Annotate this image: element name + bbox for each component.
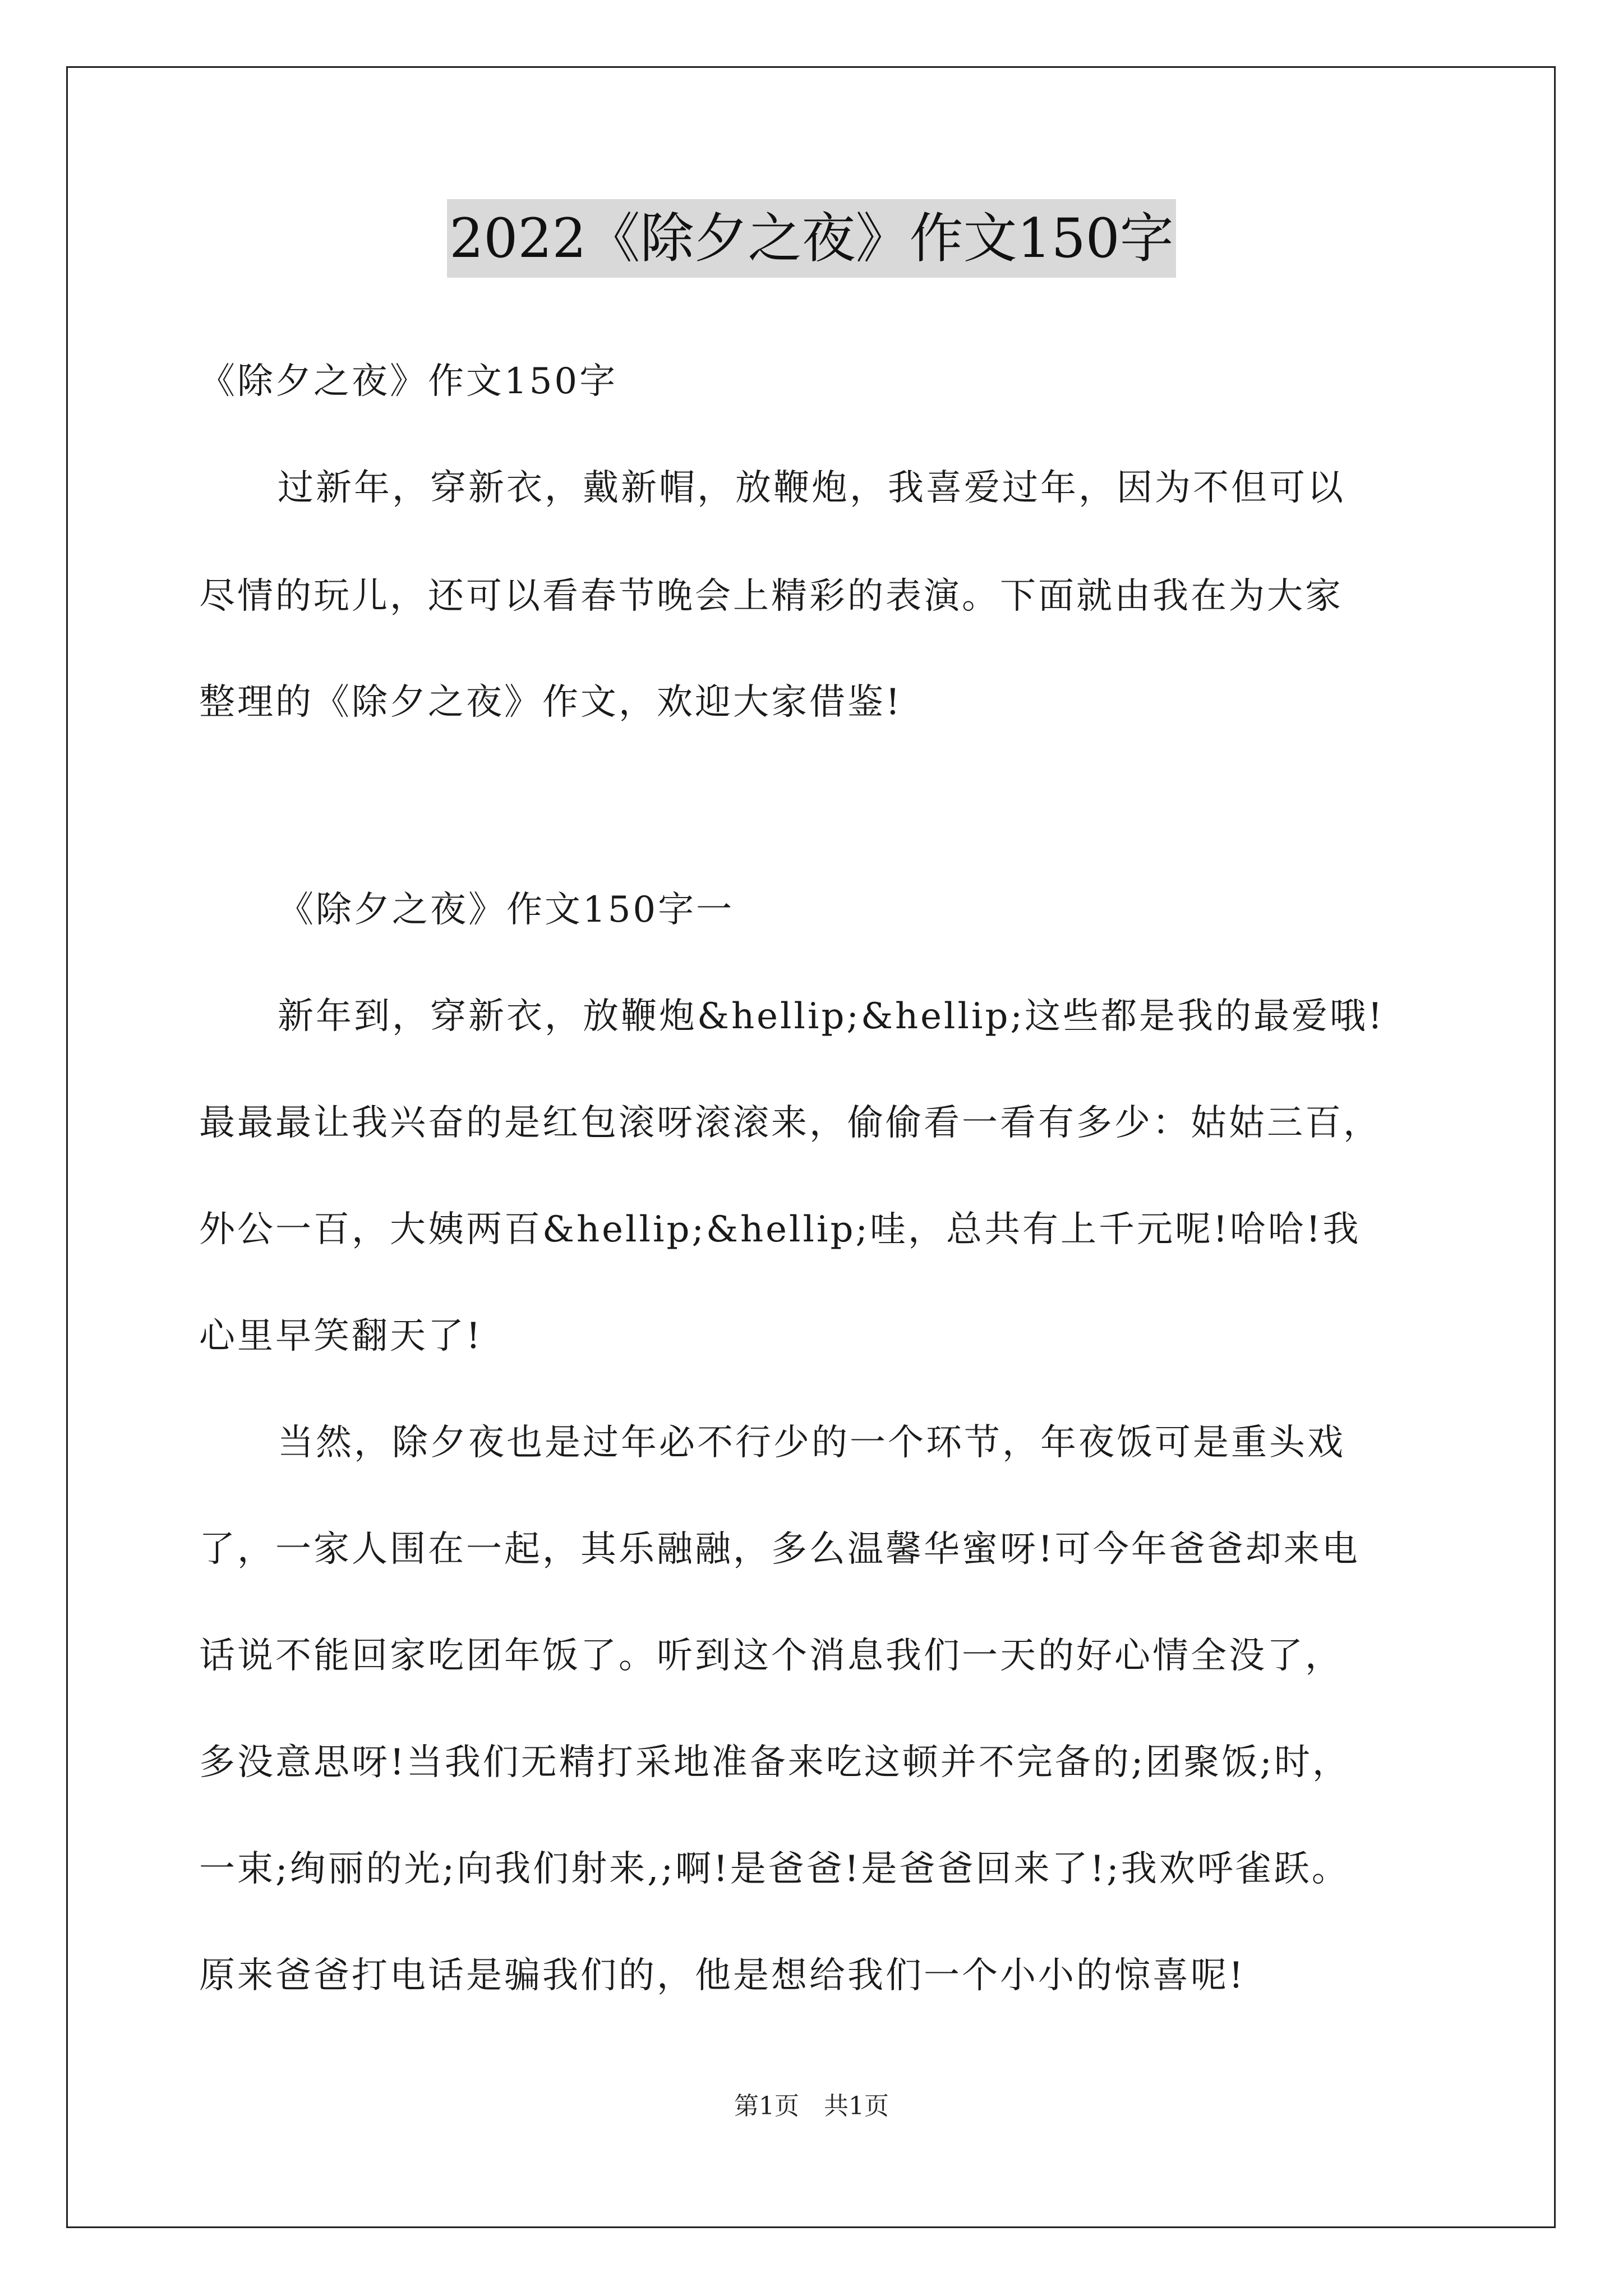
paragraph2-line-3: 话说不能回家吃团年饭了。听到这个消息我们一天的好心情全没了， — [199, 1635, 1343, 1677]
title-container — [0, 199, 1623, 278]
subtitle: 《除夕之夜》作文150字 — [199, 361, 618, 402]
paragraph2-line-2: 了，一家人围在一起，其乐融融，多么温馨华蜜呀!可今年爸爸却来电 — [199, 1529, 1360, 1570]
page-footer: 第1页 共1页 — [734, 2092, 889, 2120]
paragraph1-line-2: 最最最让我兴奋的是红包滚呀滚滚来，偷偷看一看有多少：姑姑三百， — [199, 1102, 1381, 1144]
paragraph2-line-4: 多没意思呀!当我们无精打采地准备来吃这顿并不完备的;团聚饭;时， — [199, 1742, 1350, 1783]
paragraph1-line-1: 新年到，穿新衣，放鞭炮&hellip;&hellip;这些都是我的最爱哦! — [278, 996, 1385, 1037]
paragraph2-line-6: 原来爸爸打电话是骗我们的，他是想给我们一个小小的惊喜呢! — [199, 1955, 1246, 1996]
intro-line-1: 过新年，穿新衣，戴新帽，放鞭炮，我喜爱过年，因为不但可以 — [278, 467, 1345, 509]
intro-line-3: 整理的《除夕之夜》作文，欢迎大家借鉴! — [199, 682, 902, 723]
intro-line-2: 尽情的玩儿，还可以看春节晚会上精彩的表演。下面就由我在为大家 — [199, 576, 1343, 617]
paragraph1-line-4: 心里早笑翻天了! — [199, 1315, 483, 1357]
document-title: 2022《除夕之夜》作文150字 — [447, 199, 1176, 278]
paragraph2-line-5: 一束;绚丽的光;向我们射来,;啊!是爸爸!是爸爸回来了!;我欢呼雀跃。 — [199, 1848, 1350, 1890]
section-heading: 《除夕之夜》作文150字一 — [278, 889, 735, 931]
paragraph1-line-3: 外公一百，大姨两百&hellip;&hellip;哇，总共有上千元呢!哈哈!我 — [199, 1209, 1361, 1250]
paragraph2-line-1: 当然，除夕夜也是过年必不行少的一个环节，年夜饭可是重头戏 — [278, 1422, 1345, 1464]
